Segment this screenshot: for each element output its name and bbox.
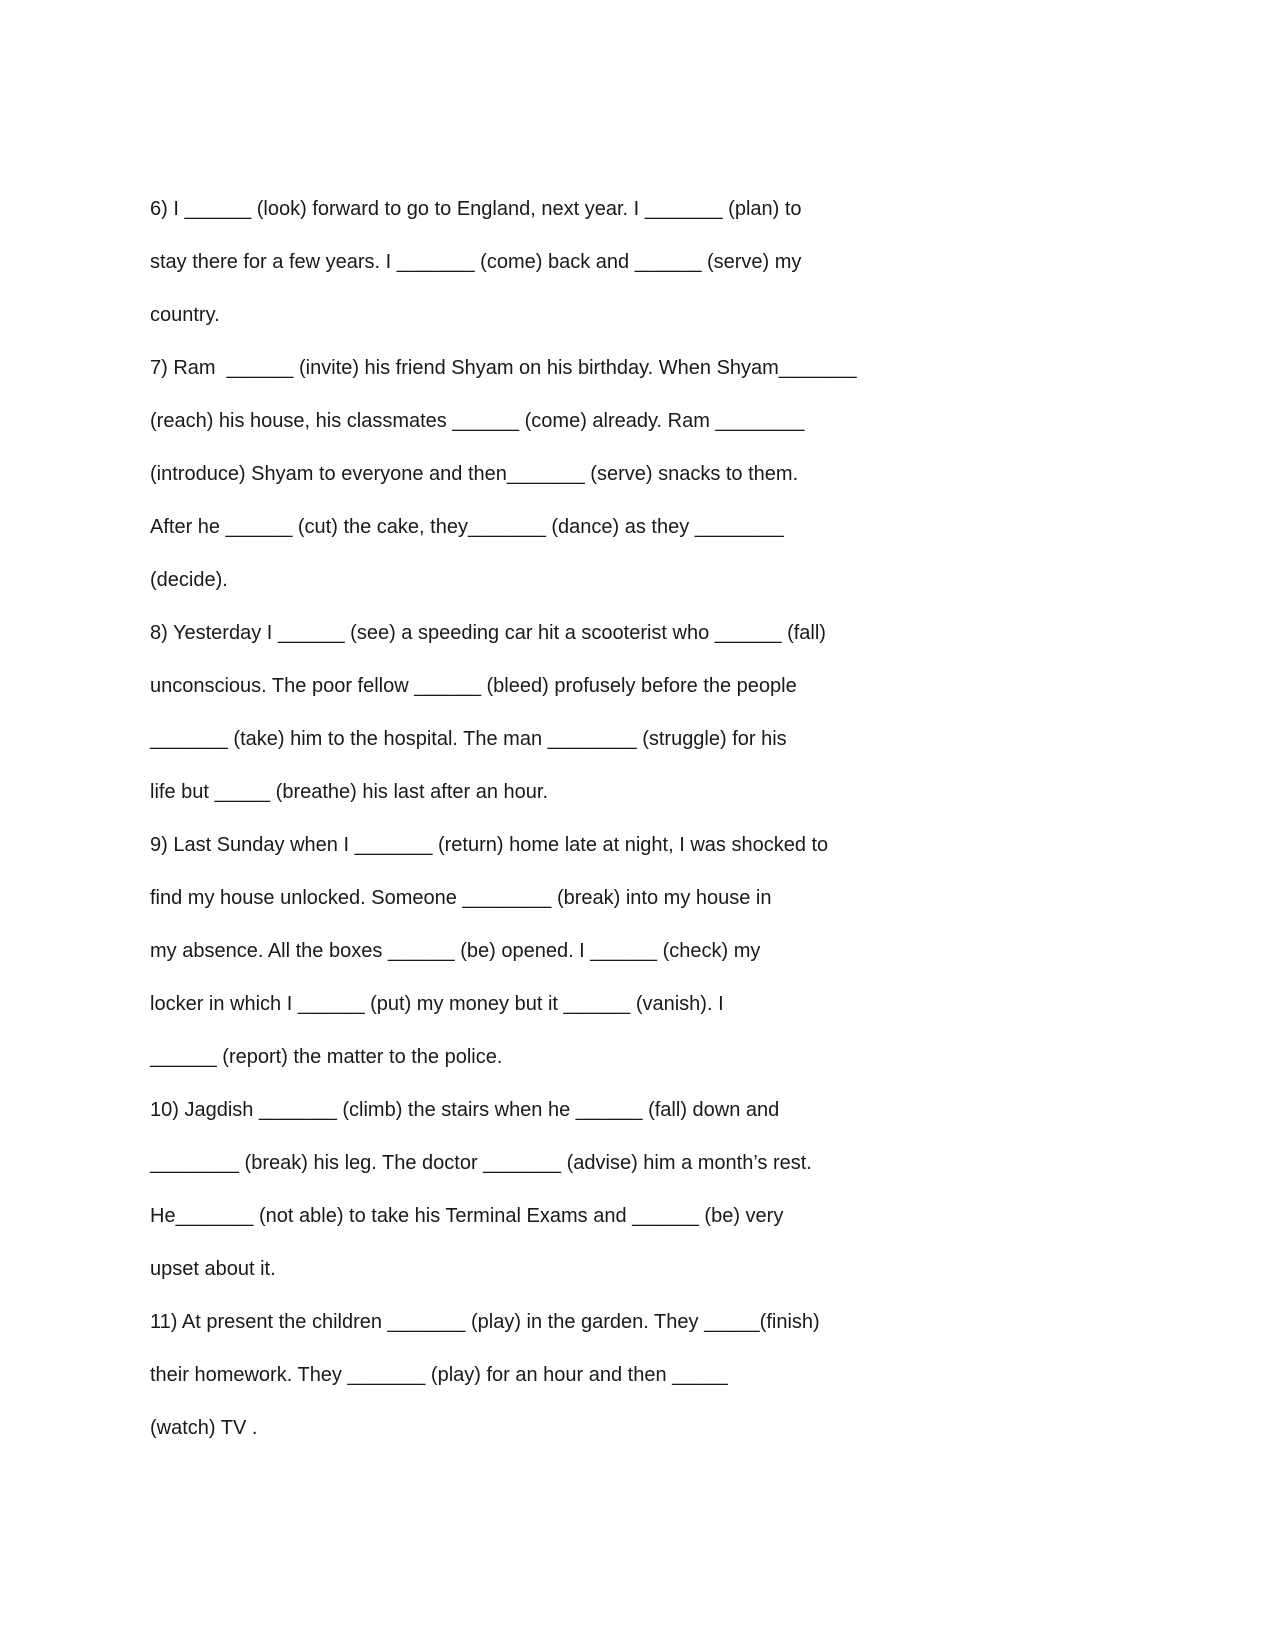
text-line: country. <box>150 304 220 326</box>
text-line: life but _____ (breathe) his last after an hour. <box>150 781 549 803</box>
text-line: 7) Ram ______ (invite) his friend Shyam on his birthday. When Shyam_______ <box>150 357 857 379</box>
text-line: 9) Last Sunday when I _______ (return) home late at night, I was shocked to <box>150 834 829 856</box>
text-line: ______ (report) the matter to the police. <box>150 1046 503 1068</box>
text-line: their homework. They _______ (play) for an hour and then _____ <box>150 1364 728 1386</box>
text-line: 8) Yesterday I ______ (see) a speeding car hit a scooterist who ______ (fall) <box>150 622 826 644</box>
text-line: (introduce) Shyam to everyone and then_______ (serve) snacks to them. <box>150 463 799 485</box>
text-line: (reach) his house, his classmates ______ (come) already. Ram ________ <box>150 410 805 432</box>
text-line: my absence. All the boxes ______ (be) opened. I ______ (check) my <box>150 940 761 962</box>
text-line: 6) I ______ (look) forward to go to England, next year. I _______ (plan) to <box>150 198 802 220</box>
text-line: 11) At present the children _______ (play) in the garden. They _____(finish) <box>150 1311 820 1333</box>
text-line: (watch) TV . <box>150 1417 258 1439</box>
text-line: (decide). <box>150 569 228 591</box>
text-line: find my house unlocked. Someone ________ (break) into my house in <box>150 887 772 909</box>
text-line: He_______ (not able) to take his Terminal Exams and ______ (be) very <box>150 1205 784 1227</box>
text-line: _______ (take) him to the hospital. The man ________ (struggle) for his <box>150 728 787 750</box>
text-line: unconscious. The poor fellow ______ (bleed) profusely before the people <box>150 675 797 697</box>
text-line: After he ______ (cut) the cake, they_______ (dance) as they ________ <box>150 516 784 538</box>
text-line: upset about it. <box>150 1258 276 1280</box>
exercise-text <box>150 198 1150 1470</box>
text-line: ________ (break) his leg. The doctor _______ (advise) him a month’s rest. <box>150 1152 812 1174</box>
text-line: stay there for a few years. I _______ (come) back and ______ (serve) my <box>150 251 802 273</box>
text-line: locker in which I ______ (put) my money but it ______ (vanish). I <box>150 993 724 1015</box>
text-line: 10) Jagdish _______ (climb) the stairs when he ______ (fall) down and <box>150 1099 780 1121</box>
